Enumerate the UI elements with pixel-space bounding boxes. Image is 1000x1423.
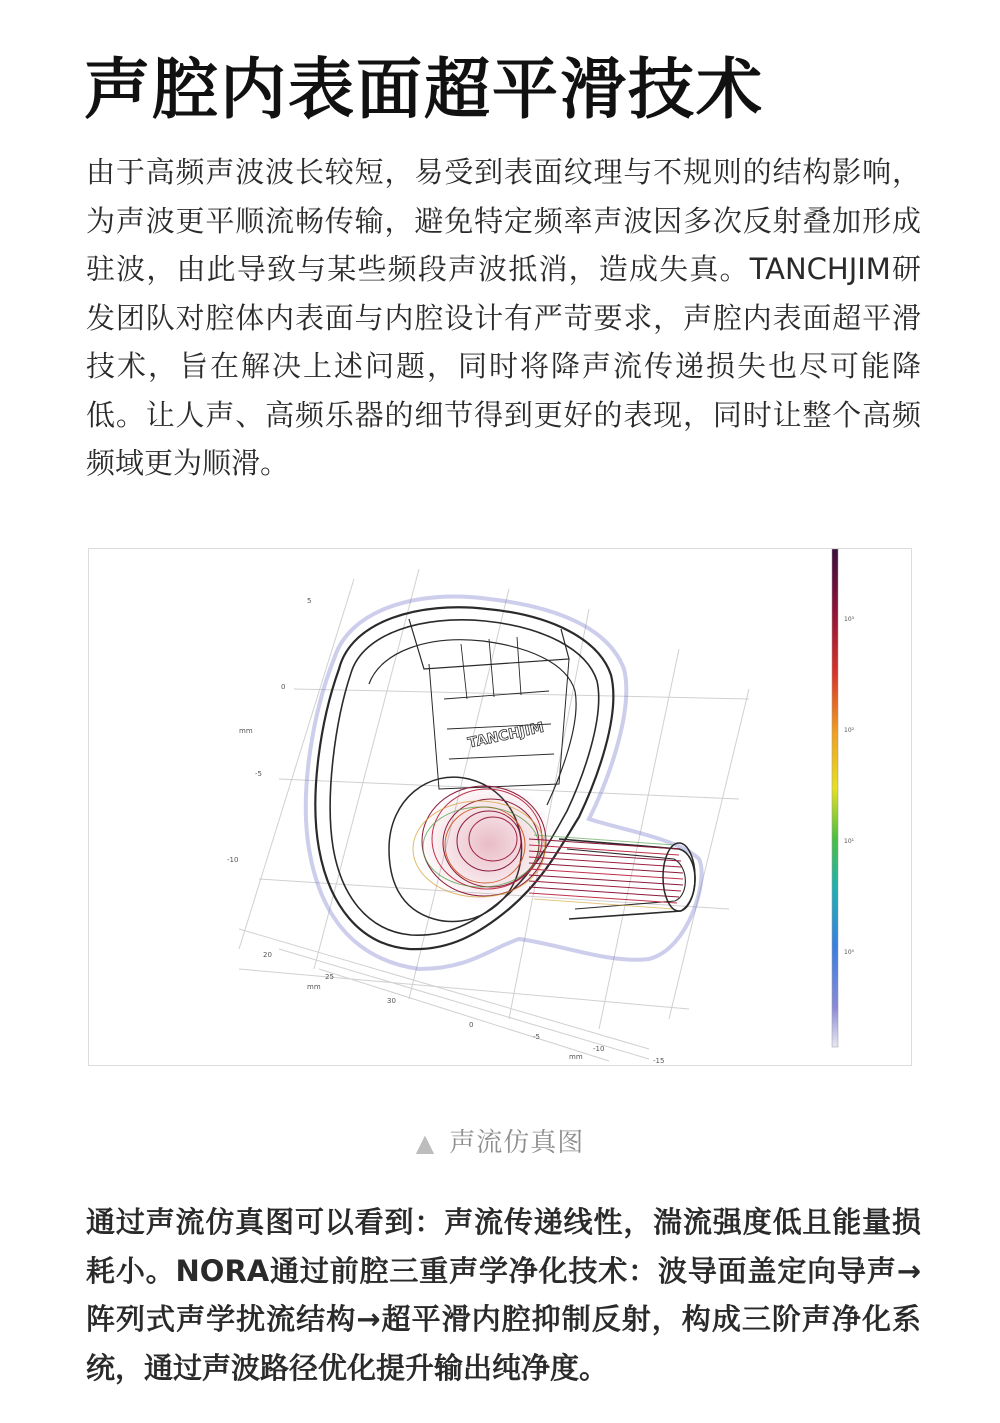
colorbar-labels — [844, 616, 855, 956]
caption-text: 声流仿真图 — [449, 1128, 585, 1158]
figure-caption — [0, 1122, 1000, 1159]
svg-text:mm: mm — [239, 727, 253, 735]
svg-text:10³: 10³ — [844, 616, 855, 623]
svg-text:0: 0 — [281, 683, 286, 691]
svg-text:10¹: 10¹ — [844, 838, 855, 845]
horizontal-axis — [469, 1021, 664, 1065]
svg-text:20: 20 — [263, 951, 272, 959]
svg-text:-10: -10 — [227, 856, 239, 864]
svg-text:10⁰: 10⁰ — [844, 949, 855, 956]
shell-logo-text: TANCHJIM — [466, 719, 546, 752]
svg-text:10²: 10² — [844, 727, 855, 734]
svg-text:mm: mm — [569, 1053, 583, 1061]
triangle-up-icon: ▲ — [415, 1129, 436, 1157]
svg-text:25: 25 — [325, 973, 334, 981]
svg-text:-15: -15 — [653, 1057, 665, 1065]
conclusion-paragraph: 通过声流仿真图可以看到：声流传递线性，湍流强度低且能量损耗小。NORA通过前腔三重声学净化技术：波导面盖定向导声→阵列式声学扰流结构→超平滑内腔抑制反射，构成三阶声净化系统，通过声波路径优化提升输出纯净度。 — [86, 1205, 921, 1385]
svg-text:-5: -5 — [255, 770, 262, 778]
svg-text:mm: mm — [307, 983, 321, 991]
simulation-plot — [89, 549, 911, 1065]
colorbar — [832, 549, 838, 1047]
svg-text:0: 0 — [469, 1021, 474, 1029]
svg-text:5: 5 — [307, 597, 312, 605]
page-title: 声腔内表面超平滑技术 — [84, 51, 764, 128]
nozzle-tip — [663, 843, 695, 911]
svg-text:-5: -5 — [533, 1033, 540, 1041]
vertical-axis — [227, 597, 311, 864]
acoustic-flow-simulation-figure — [88, 548, 912, 1066]
svg-text:-10: -10 — [593, 1045, 605, 1053]
intro-paragraph: 由于高频声波波长较短，易受到表面纹理与不规则的结构影响，为声波更平顺流畅传输，避免特定频率声波因多次反射叠加形成驻波，由此导致与某些频段声波抵消，造成失真。TANCHJIM研发团队对腔体内表面与内腔设计有严苛要求，声腔内表面超平滑技术，旨在解决上述问题，同时将降声流传递损失也尽可能降低。让人声、高频乐器的细节得到更好的表现，同时让整个高频频域更为顺滑。 — [86, 155, 921, 480]
svg-text:30: 30 — [387, 997, 396, 1005]
